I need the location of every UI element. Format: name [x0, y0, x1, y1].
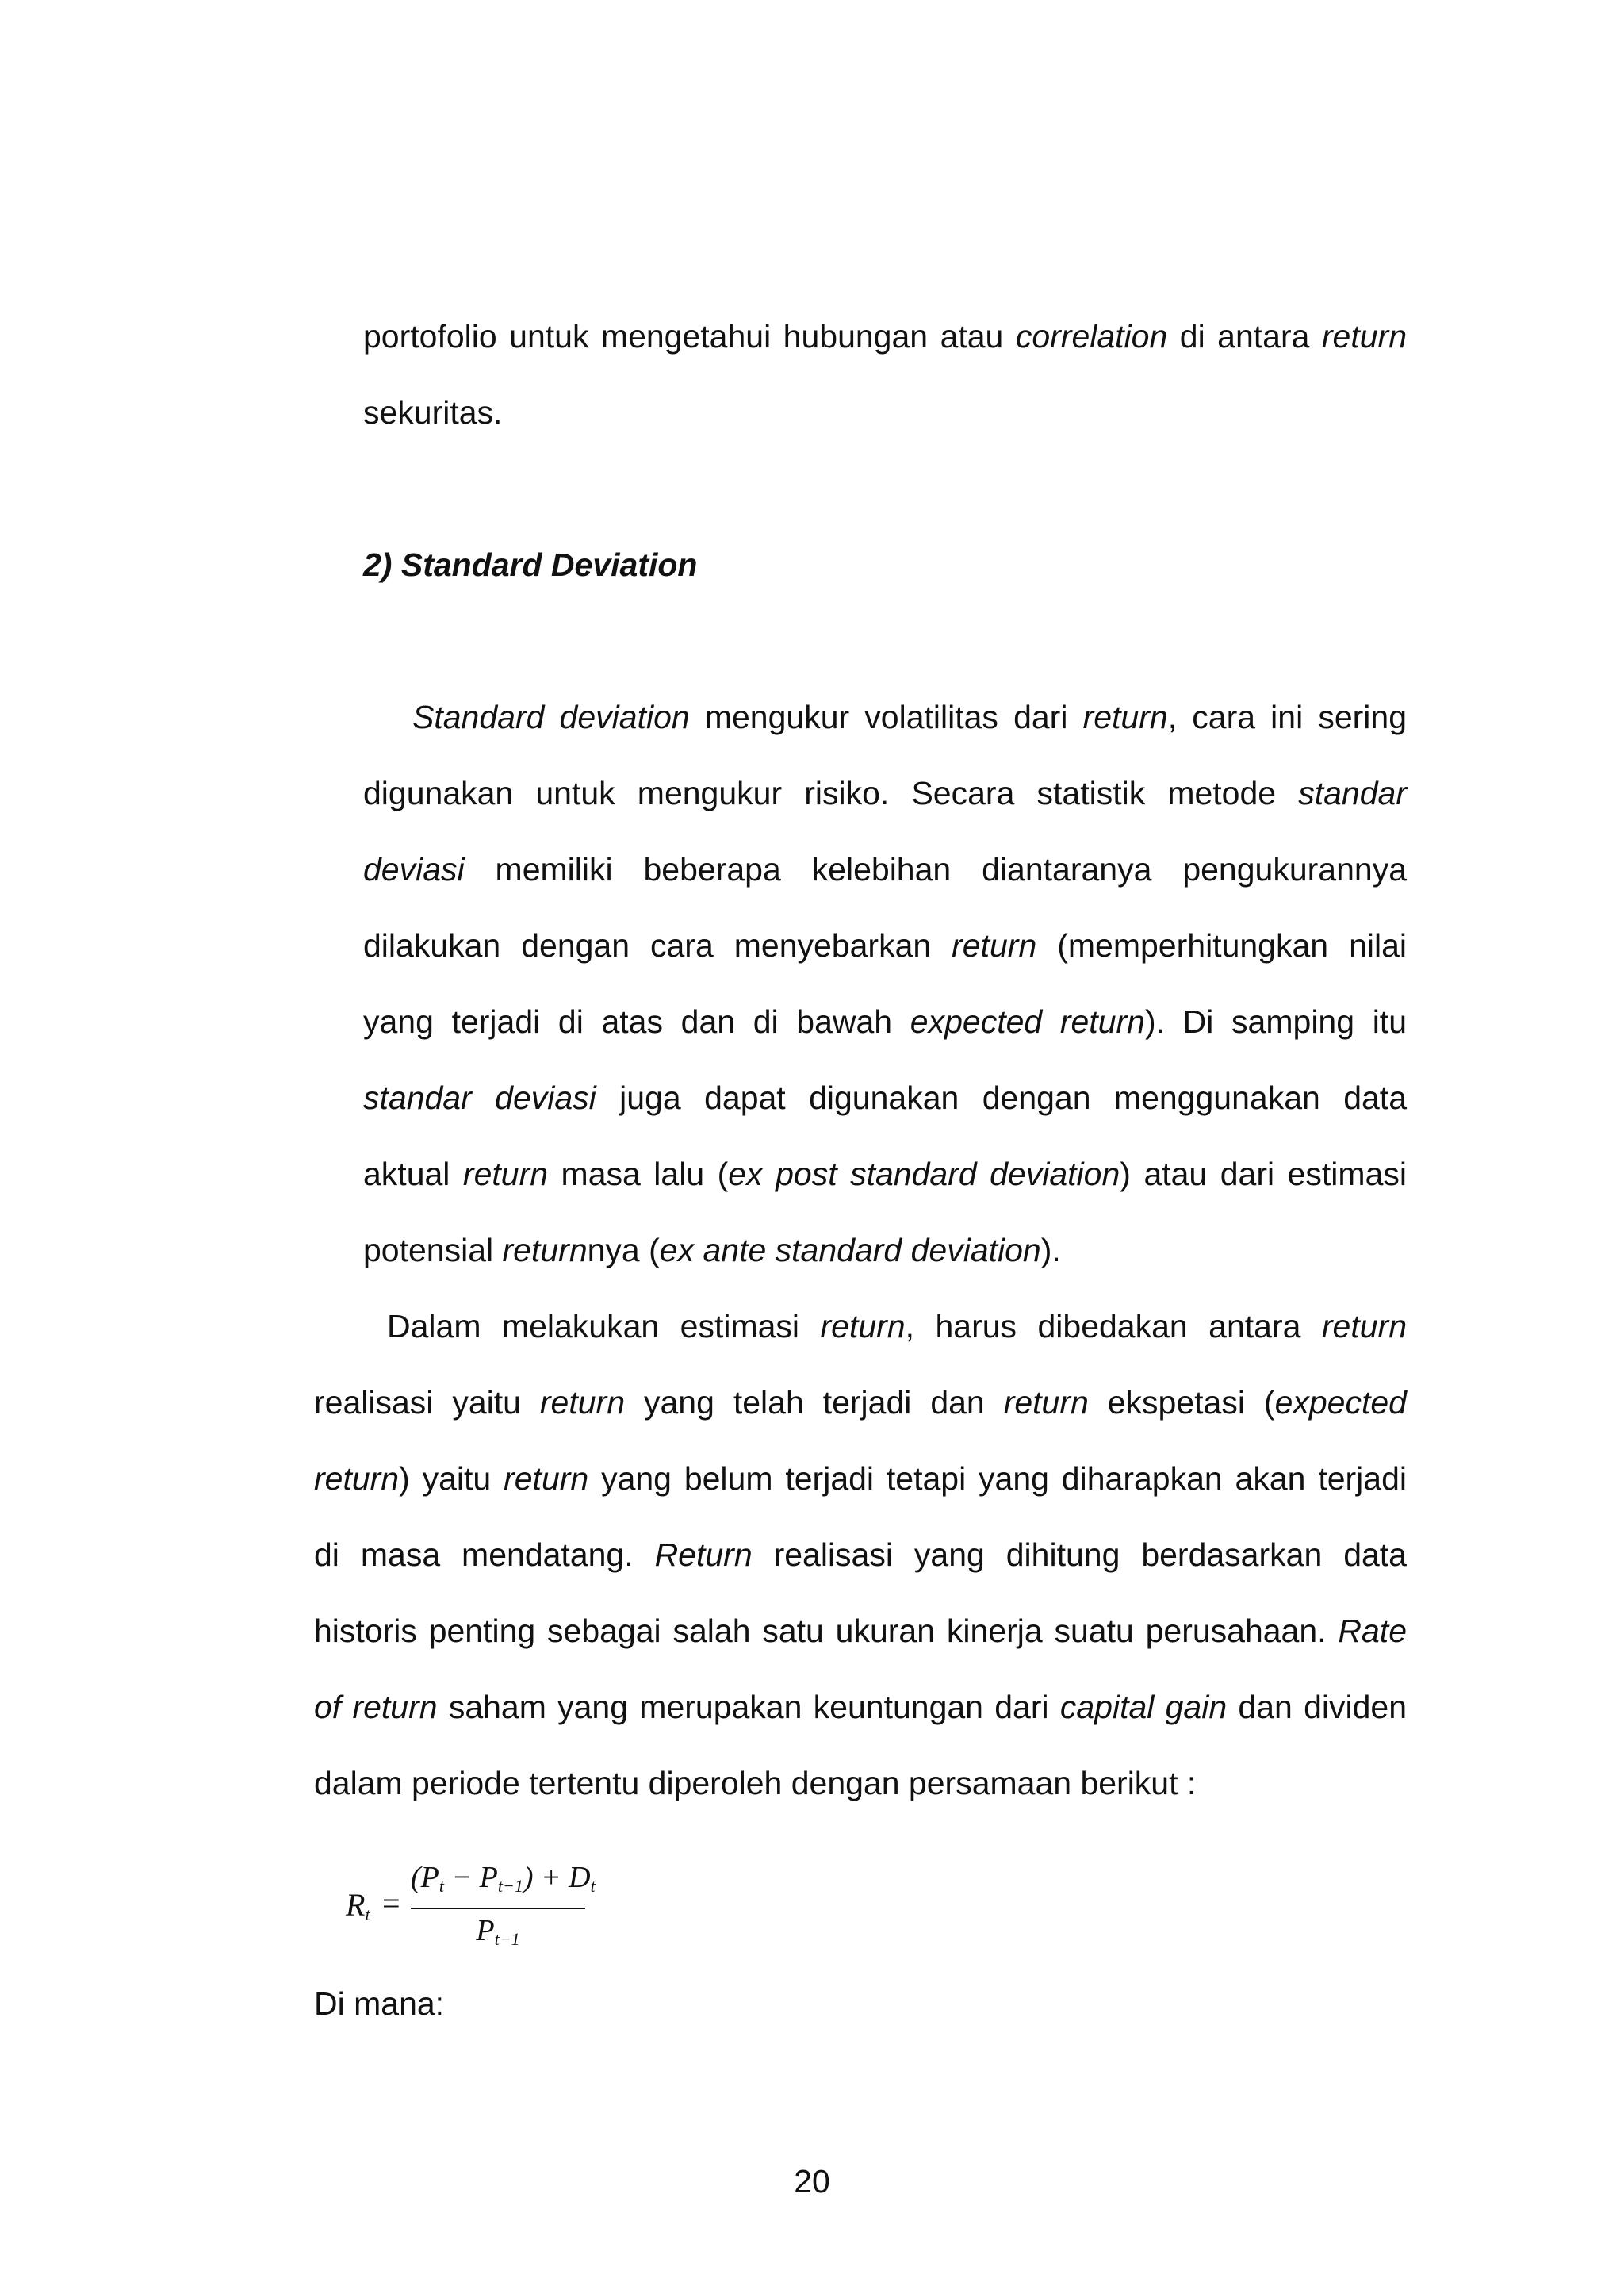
- para2-line-2: realisasi yaitu return yang telah terjadi dan return ekspetasi (expected: [314, 1384, 1407, 1421]
- formula-lhs: $R_t$: [346, 1887, 370, 1924]
- para1-line-4: dilakukan dengan cara menyebarkan return (memperhitungkan nilai: [363, 927, 1407, 964]
- para1-line-6: standar deviasi juga dapat digunakan dengan menggunakan data: [363, 1080, 1407, 1116]
- para2-line-7: dalam periode tertentu diperoleh dengan persamaan berikut :: [314, 1765, 1197, 1801]
- return-formula: [346, 1859, 599, 1949]
- para1-line-7: aktual return masa lalu (ex post standard deviation) atau dari estimasi: [363, 1156, 1407, 1192]
- para2-line-1: Dalam melakukan estimasi return, harus dibedakan antara return: [387, 1308, 1407, 1344]
- section-heading: 2) Standard Deviation: [363, 547, 698, 583]
- formula-fraction-bar: [411, 1908, 585, 1909]
- para1-line-8: potensial returnnya (ex ante standard deviation).: [363, 1232, 1061, 1268]
- para2-line-6: of return saham yang merupakan keuntungan dari capital gain dan dividen: [314, 1689, 1407, 1725]
- para2-line-4: di masa mendatang. Return realisasi yang dihitung berdasarkan data: [314, 1536, 1407, 1573]
- para1-line-2: digunakan untuk mengukur risiko. Secara statistik metode standar: [363, 775, 1407, 811]
- formula-equals: =: [382, 1885, 400, 1921]
- para2-line-5: historis penting sebagai salah satu ukuran kinerja suatu perusahaan. Rate: [314, 1613, 1407, 1649]
- para2-line-3: return) yaitu return yang belum terjadi tetapi yang diharapkan akan terjadi: [314, 1460, 1407, 1497]
- formula-denominator: $P_{t-1}$: [476, 1914, 520, 1949]
- para1-line-1: Standard deviation mengukur volatilitas dari return, cara ini sering: [412, 699, 1408, 735]
- para1-line-3: deviasi memiliki beberapa kelebihan diantaranya pengukurannya: [363, 851, 1407, 888]
- dimana-label: Di mana:: [314, 1985, 445, 2022]
- intro-line-2: sekuritas.: [363, 394, 503, 431]
- para1-line-5: yang terjadi di atas dan di bawah expected return). Di samping itu: [363, 1003, 1408, 1040]
- page-number: 20: [794, 2163, 830, 2200]
- formula-fraction: [411, 1859, 596, 1958]
- formula-numerator: $(P_t - P_{t-1}) + D_t$: [411, 1861, 596, 1896]
- intro-line-1: portofolio untuk mengetahui hubungan atau correlation di antara return: [363, 318, 1407, 355]
